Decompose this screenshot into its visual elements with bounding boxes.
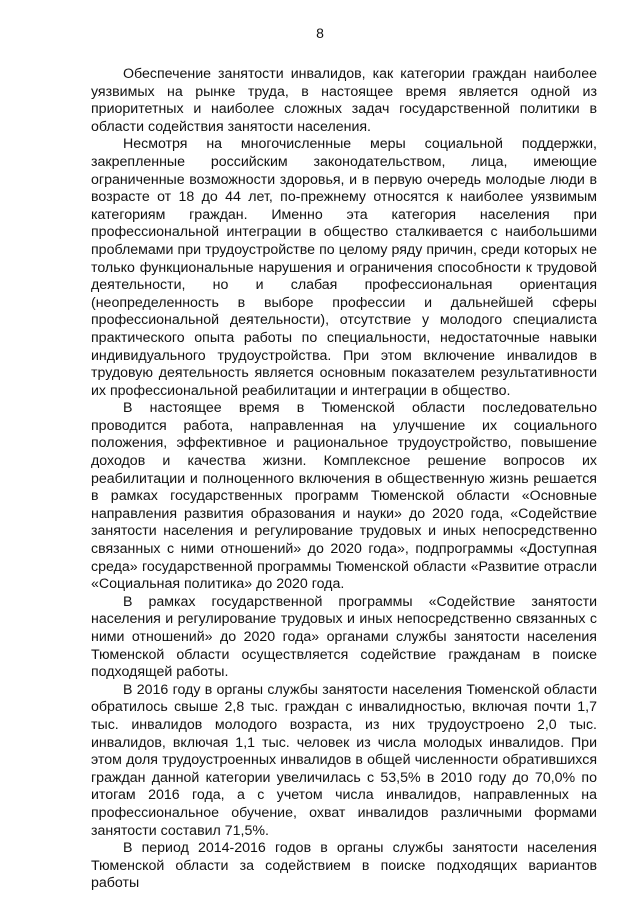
page-number: 8 [316, 25, 324, 41]
paragraph-2014-2016-period: В период 2014-2016 годов в органы службы занятости населения Тюменской области за содействием в поиске подходящих вариантов работы [91, 840, 597, 892]
paragraph-2016-statistics: В 2016 году в органы службы занятости населения Тюменской области обратилось свыше 2,8 тыс. граждан с инвалидностью, включая почти 1,7 тыс. инвалидов молодого возраста, из них трудоустроено 2,0 тыс. инвалидов, включая 1,1 тыс. человек из числа молодых инвалидов. При этом доля трудоустроенных инвалидов в общей численности обратившихся граждан данной категории увеличилась с 53,5% в 2010 году до 70,0% по итогам 2016 года, а с учетом числа инвалидов, направленных на профессиональное обучение, охват инвалидов различными формами занятости составил 71,5%. [91, 681, 597, 839]
body-text [91, 66, 597, 893]
paragraph-employment-priority: Обеспечение занятости инвалидов, как категории граждан наиболее уязвимых на рынке труда, в настоящее время является одной из приоритетных и наиболее сложных задач государственной политики в области содействия занятости населения. [91, 66, 597, 135]
paragraph-vulnerable-categories: Несмотря на многочисленные меры социальной поддержки, закрепленные российским законодательством, лица, имеющие ограниченные возможности здоровья, и в первую очередь молодые люди в возрасте от 18 до 44 лет, по-прежнему относятся к наиболее уязвимым категориям граждан. Именно эта категория населения при профессиональной интеграции в общество сталкивается с наибольшими проблемами при трудоустройстве по целому ряду причин, среди которых не только функциональные нарушения и ограничения способности к трудовой деятельности, но и слабая профессиональная ориентация (неопределенность в выборе профессии и дальнейшей сферы профессиональной деятельности), отсутствие у молодого специалиста практического опыта работы по специальности, недостаточные навыки индивидуального трудоустройства. При этом включение инвалидов в трудовую деятельность является основным показателем результативности их профессиональной реабилитации и интеграции в общество. [91, 136, 597, 399]
paragraph-state-program-assistance: В рамках государственной программы «Содействие занятости населения и регулирование трудовых и иных непосредственно связанных с ними отношений» до 2020 года» органами службы занятости населения Тюменской области осуществляется содействие гражданам в поиске подходящей работы. [91, 593, 597, 681]
paragraph-tyumen-programs: В настоящее время в Тюменской области последовательно проводится работа, направленная на улучшение их социального положения, эффективное и рациональное трудоустройство, повышение доходов и качества жизни. Комплексное решение вопросов их реабилитации и полноценного включения в общественную жизнь решается в рамках государственных программ Тюменской области «Основные направления развития образования и науки» до 2020 года, «Содействие занятости населения и регулирование трудовых и иных непосредственно связанных с ними отношений» до 2020 года», подпрограммы «Доступная среда» государственной программы Тюменской области «Развитие отрасли «Социальная политика» до 2020 года. [91, 400, 597, 593]
